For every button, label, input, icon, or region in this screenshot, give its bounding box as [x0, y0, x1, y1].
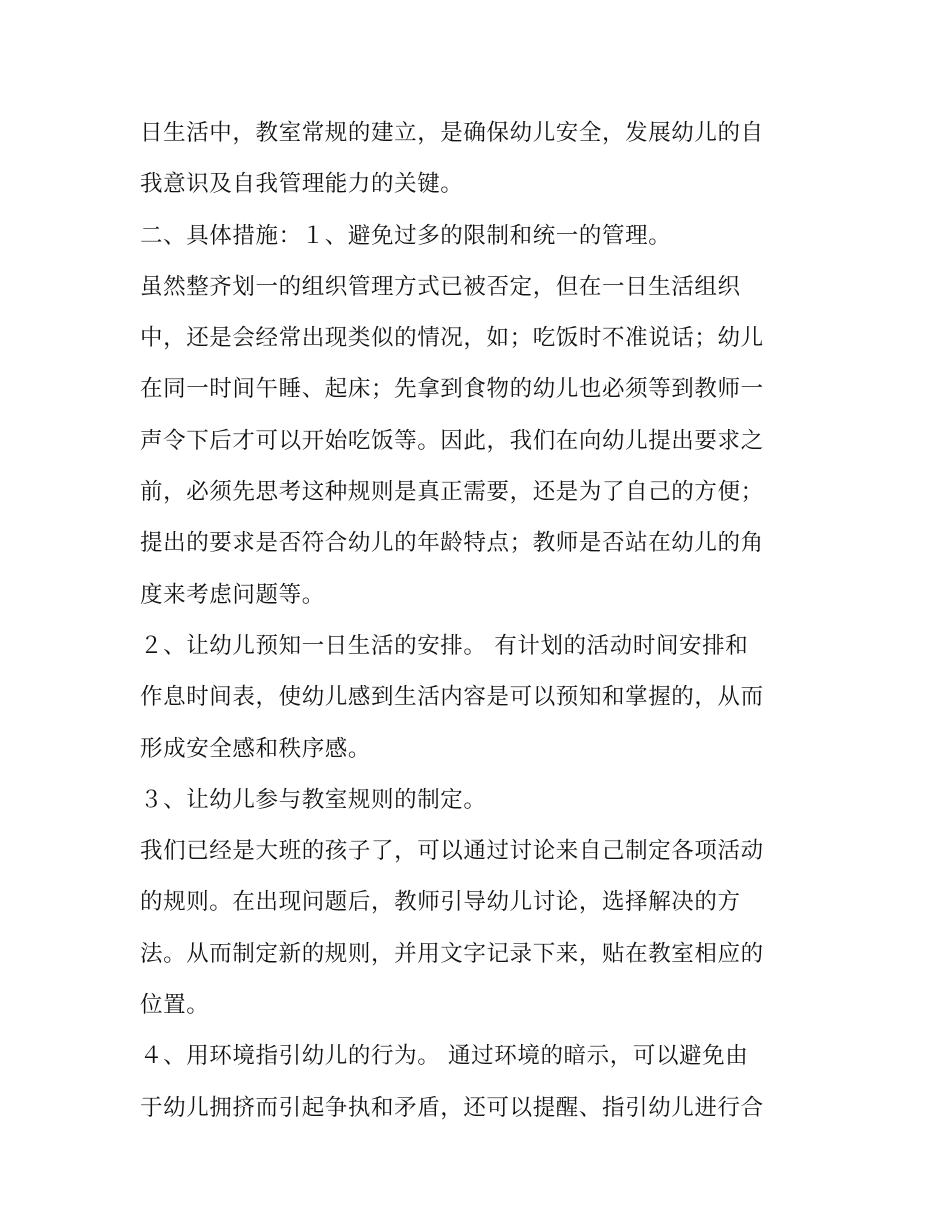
- body-line: 作息时间表，使幼儿感到生活内容是可以预知和掌握的，从而: [140, 684, 764, 711]
- body-line: 日生活中，教室常规的建立，是确保幼儿安全，发展幼儿的自: [140, 120, 764, 146]
- body-line: 法。从而制定新的规则，并用文字记录下来，贴在教室相应的: [140, 940, 764, 967]
- body-line: 于幼儿拥挤而引起争执和矛盾，还可以提醒、指引幼儿进行合: [140, 1094, 764, 1121]
- section-heading-measures: 二、具体措施：１、避免过多的限制和统一的管理。: [140, 222, 672, 249]
- measure-2-line: ２、让幼儿预知一日生活的安排。 有计划的活动时间安排和: [140, 632, 749, 659]
- body-line: 前，必须先思考这种规则是真正需要，还是为了自己的方便；: [140, 479, 764, 506]
- body-line: 虽然整齐划一的组织管理方式已被否定，但在一日生活组织: [140, 273, 741, 300]
- body-line: 我们已经是大班的孩子了，可以通过讨论来自己制定各项活动: [140, 838, 764, 865]
- body-line: 提出的要求是否符合幼儿的年龄特点；教师是否站在幼儿的角: [140, 530, 764, 557]
- body-line: 度来考虑问题等。: [140, 581, 325, 608]
- body-line: 位置。: [140, 992, 210, 1019]
- body-line: 声令下后才可以开始吃饭等。因此，我们在向幼儿提出要求之: [140, 427, 764, 454]
- measure-4-line: ４、用环境指引幼儿的行为。 通过环境的暗示，可以避免由: [140, 1043, 749, 1070]
- body-line: 在同一时间午睡、起床；先拿到食物的幼儿也必须等到教师一: [140, 376, 764, 403]
- document-body: [140, 108, 830, 1134]
- measure-3-line: ３、让幼儿参与教室规则的制定。: [140, 786, 487, 813]
- body-line: 我意识及自我管理能力的关键。: [140, 171, 464, 198]
- body-line: 形成安全感和秩序感。: [140, 735, 372, 762]
- body-line: 中，还是会经常出现类似的情况，如；吃饭时不准说话；幼儿: [140, 325, 764, 352]
- body-line: 的规则。在出现问题后，教师引导幼儿讨论，选择解决的方: [140, 889, 741, 916]
